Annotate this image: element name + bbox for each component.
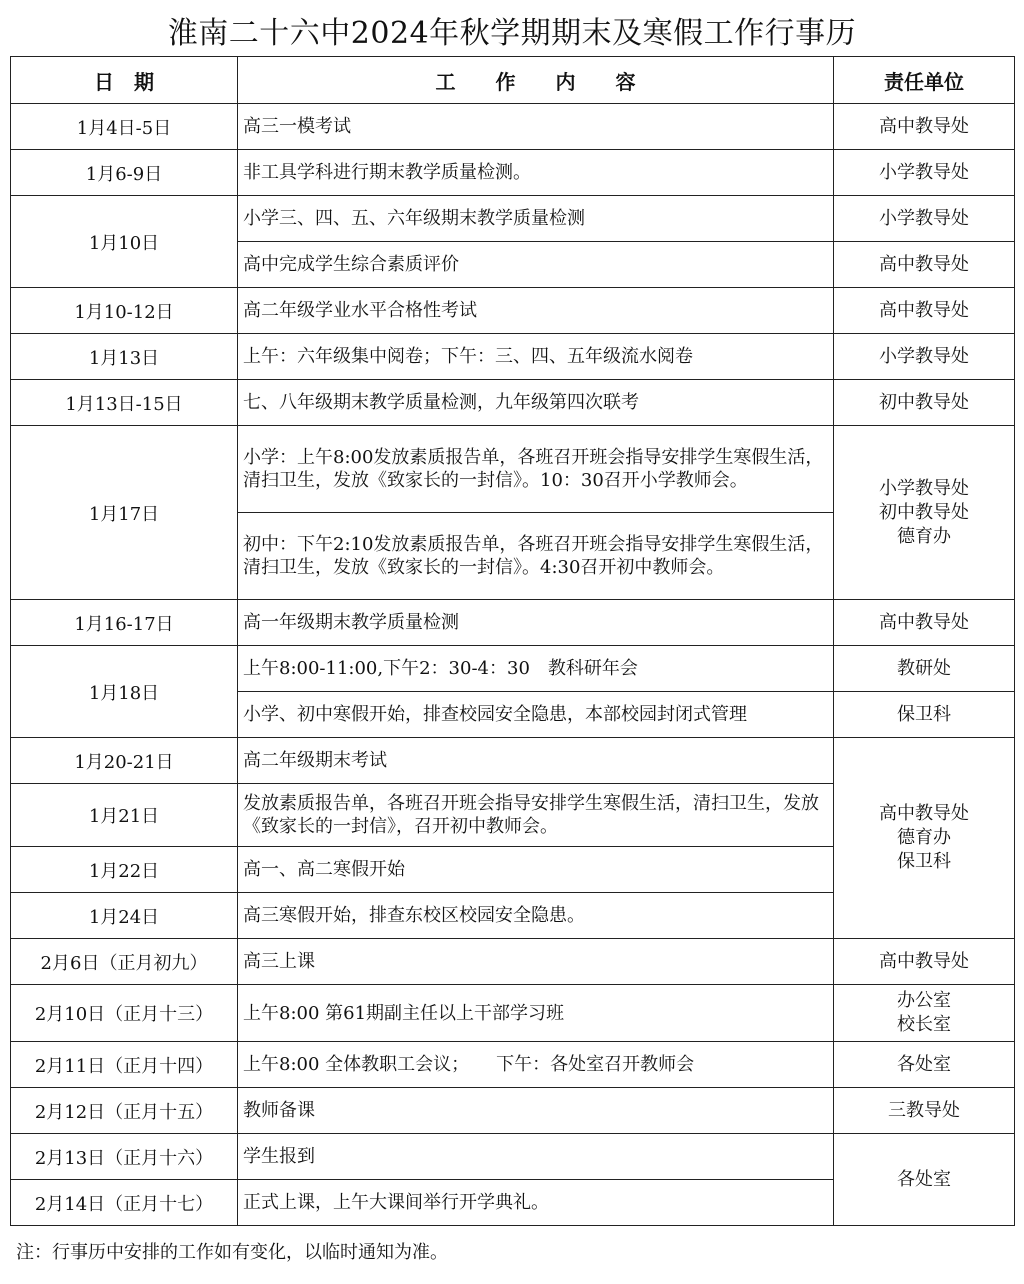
work-cell: 发放素质报告单，各班召开班会指导安排学生寒假生活，清扫卫生，发放《致家长的一封信》，召开初中教师会。 — [238, 784, 834, 847]
date-cell: 1月10日 — [11, 196, 238, 288]
header-work: 工 作 内 容 — [238, 57, 834, 104]
unit-name: 各处室 — [897, 1168, 951, 1190]
work-cell: 高一年级期末教学质量检测 — [238, 600, 834, 646]
work-cell: 高二年级学业水平合格性考试 — [238, 288, 834, 334]
unit-name: 高中教导处 — [879, 115, 969, 137]
unit-name: 德育办 — [897, 525, 951, 547]
date-cell: 1月24日 — [11, 893, 238, 939]
unit-name: 三教导处 — [888, 1099, 960, 1121]
table-row — [11, 380, 1015, 426]
unit-cell — [834, 939, 1015, 985]
table-row — [11, 150, 1015, 196]
unit-cell — [834, 738, 1015, 939]
header-unit: 责任单位 — [834, 57, 1015, 104]
date-cell: 1月17日 — [11, 426, 238, 600]
header-date: 日 期 — [11, 57, 238, 104]
page-title: 淮南二十六中2024年秋学期期末及寒假工作行事历 — [167, 16, 857, 51]
unit-name: 高中教导处 — [879, 950, 969, 972]
table-row — [11, 738, 1015, 784]
unit-cell — [834, 1042, 1015, 1088]
date-cell: 1月22日 — [11, 847, 238, 893]
work-cell: 上午8:00 第61期副主任以上干部学习班 — [238, 985, 834, 1042]
work-cell: 小学、初中寒假开始，排查校园安全隐患，本部校园封闭式管理 — [238, 692, 834, 738]
table-row — [11, 288, 1015, 334]
unit-name: 高中教导处 — [879, 253, 969, 275]
unit-name: 德育办 — [897, 827, 951, 848]
unit-name: 高中教导处 — [879, 299, 969, 321]
table-row — [11, 939, 1015, 985]
unit-name: 保卫科 — [897, 851, 951, 872]
date-cell: 2月13日（正月十六） — [11, 1134, 238, 1180]
unit-name: 初中教导处 — [879, 501, 969, 523]
work-cell: 高二年级期末考试 — [238, 738, 834, 784]
unit-name: 小学教导处 — [879, 161, 969, 183]
unit-cell — [834, 150, 1015, 196]
unit-name: 办公室 — [897, 990, 951, 1011]
footnote: 注：行事历中安排的工作如有变化，以临时通知为准。 — [16, 1242, 448, 1263]
work-cell: 学生报到 — [238, 1134, 834, 1180]
unit-name: 校长室 — [897, 1014, 951, 1035]
table-row — [11, 1088, 1015, 1134]
work-cell: 小学：上午8:00发放素质报告单，各班召开班会指导安排学生寒假生活，清扫卫生，发放《致家长的一封信》。10：30召开小学教师会。 — [238, 426, 834, 513]
date-cell: 2月10日（正月十三） — [11, 985, 238, 1042]
unit-cell — [834, 600, 1015, 646]
date-cell: 1月10-12日 — [11, 288, 238, 334]
date-cell: 1月6-9日 — [11, 150, 238, 196]
unit-cell — [834, 1134, 1015, 1226]
table-row — [11, 600, 1015, 646]
date-cell: 1月21日 — [11, 784, 238, 847]
date-cell: 2月14日（正月十七） — [11, 1180, 238, 1226]
unit-cell — [834, 692, 1015, 738]
work-cell: 正式上课，上午大课间举行开学典礼。 — [238, 1180, 834, 1226]
date-cell: 2月12日（正月十五） — [11, 1088, 238, 1134]
unit-cell — [834, 985, 1015, 1042]
unit-name: 各处室 — [897, 1053, 951, 1075]
unit-cell — [834, 196, 1015, 242]
work-cell: 高三一模考试 — [238, 104, 834, 150]
date-cell: 2月6日（正月初九） — [11, 939, 238, 985]
date-cell: 1月16-17日 — [11, 600, 238, 646]
table-row — [11, 426, 1015, 513]
unit-name: 小学教导处 — [879, 345, 969, 367]
unit-name: 小学教导处 — [879, 477, 969, 499]
unit-name: 初中教导处 — [879, 391, 969, 413]
table-row — [11, 104, 1015, 150]
unit-name: 高中教导处 — [879, 803, 969, 824]
table-row — [11, 1134, 1015, 1180]
unit-name: 高中教导处 — [879, 611, 969, 633]
work-cell: 上午8:00-11:00,下午2：30-4：30 教科研年会 — [238, 646, 834, 692]
unit-cell — [834, 1088, 1015, 1134]
work-cell: 高三寒假开始，排查东校区校园安全隐患。 — [238, 893, 834, 939]
calendar-table — [10, 56, 1015, 1226]
table-row — [11, 985, 1015, 1042]
work-cell: 上午8:00 全体教职工会议； 下午：各处室召开教师会 — [238, 1042, 834, 1088]
work-cell: 上午：六年级集中阅卷；下午：三、四、五年级流水阅卷 — [238, 334, 834, 380]
unit-cell — [834, 426, 1015, 600]
work-cell: 初中：下午2:10发放素质报告单，各班召开班会指导安排学生寒假生活，清扫卫生，发放《致家长的一封信》。4:30召开初中教师会。 — [238, 513, 834, 600]
unit-cell — [834, 380, 1015, 426]
unit-name: 保卫科 — [897, 703, 951, 725]
table-header-row — [11, 57, 1015, 104]
unit-cell — [834, 646, 1015, 692]
date-cell: 1月13日-15日 — [11, 380, 238, 426]
table-row — [11, 646, 1015, 692]
unit-cell — [834, 288, 1015, 334]
unit-name: 小学教导处 — [879, 207, 969, 229]
date-cell: 1月13日 — [11, 334, 238, 380]
table-row — [11, 1042, 1015, 1088]
work-cell: 小学三、四、五、六年级期末教学质量检测 — [238, 196, 834, 242]
work-cell: 高中完成学生综合素质评价 — [238, 242, 834, 288]
work-cell: 七、八年级期末教学质量检测，九年级第四次联考 — [238, 380, 834, 426]
unit-name: 教研处 — [897, 657, 951, 679]
work-cell: 非工具学科进行期末教学质量检测。 — [238, 150, 834, 196]
table-row — [11, 334, 1015, 380]
table-row — [11, 196, 1015, 242]
work-cell: 高一、高二寒假开始 — [238, 847, 834, 893]
unit-cell — [834, 242, 1015, 288]
work-cell: 高三上课 — [238, 939, 834, 985]
date-cell: 1月20-21日 — [11, 738, 238, 784]
work-cell: 教师备课 — [238, 1088, 834, 1134]
date-cell: 1月4日-5日 — [11, 104, 238, 150]
date-cell: 2月11日（正月十四） — [11, 1042, 238, 1088]
unit-cell — [834, 104, 1015, 150]
date-cell: 1月18日 — [11, 646, 238, 738]
unit-cell — [834, 334, 1015, 380]
